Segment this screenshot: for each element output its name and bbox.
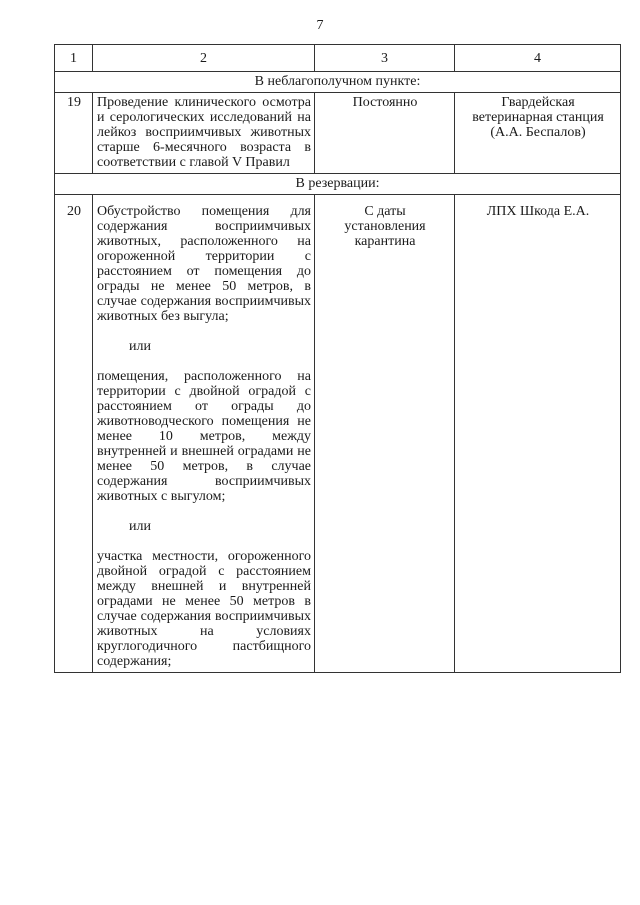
- page-number: 7: [316, 18, 324, 33]
- responsible-line: ЛПХ Шкода Е.А.: [486, 204, 590, 219]
- responsible-text: [455, 93, 621, 174]
- deadline-line: карантина: [354, 234, 416, 249]
- measure-text: Проведение клинического осмотра и серологических исследований на лейкоз восприимчивых животных старше 6-месячного возраста в соответствии с главой V Правил: [93, 93, 315, 174]
- section-title: В неблагополучном пункте:: [55, 72, 621, 93]
- responsible-line: Гвардейская: [501, 95, 575, 110]
- responsible-text: [455, 195, 621, 673]
- responsible-line: (А.А. Беспалов): [490, 125, 586, 140]
- deadline-line: С даты: [364, 204, 406, 219]
- deadline-text: Постоянно: [315, 93, 455, 174]
- row-number: 19: [55, 93, 93, 174]
- deadline-text: [315, 195, 455, 673]
- measure-paragraph: Обустройство помещения для содержания восприимчивых животных, расположенного на огороженной территории с расстоянием от помещения до ограды не менее 50 метров, в случае содержания восприимчивых животных без выгула;: [97, 204, 311, 324]
- measure-text: [93, 195, 315, 673]
- measure-paragraph: помещения, расположенного на территории с двойной оградой с расстоянием от ограды до животноводческого помещения не менее 10 метров, между внутренней и внешней оградами не менее 50 метров, в случае содержания восприимчивых животных с выгулом;: [97, 369, 311, 504]
- header-col-3: 3: [315, 45, 455, 72]
- table-row-19: [55, 93, 621, 174]
- deadline-line: установления: [344, 219, 426, 234]
- measure-or: или: [129, 519, 151, 534]
- section-row-outbreak-point: [55, 72, 621, 93]
- measure-or: или: [129, 339, 151, 354]
- section-row-reservation: [55, 174, 621, 195]
- measures-table: [54, 44, 621, 673]
- row-number: 20: [55, 195, 93, 673]
- header-col-2: 2: [93, 45, 315, 72]
- table-header-row: [55, 45, 621, 72]
- measure-paragraph: участка местности, огороженного двойной оградой с расстоянием между внешней и внутренней оградами не менее 50 метров в случае содержания восприимчивых животных на условиях круглогодичного пастбищного содержания;: [97, 549, 311, 669]
- header-col-1: 1: [55, 45, 93, 72]
- header-col-4: 4: [455, 45, 621, 72]
- table-row-20: [55, 195, 621, 673]
- responsible-line: ветеринарная станция: [472, 110, 604, 125]
- section-title: В резервации:: [55, 174, 621, 195]
